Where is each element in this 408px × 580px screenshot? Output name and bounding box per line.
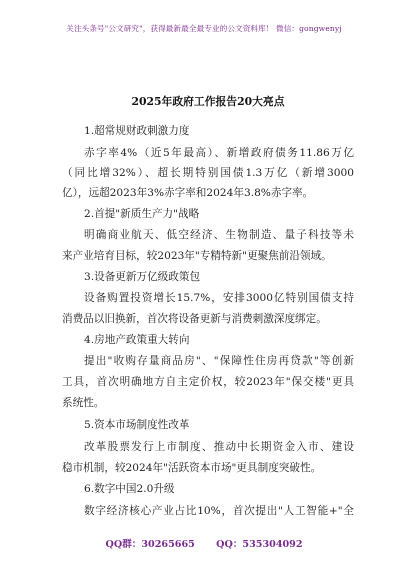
section-1-line-1: 赤字率4%（近5年最高）、新增政府债务11.86万亿 <box>84 147 354 159</box>
section-2-line-1: 明确商业航天、低空经济、生物制造、量子科技等未 <box>84 229 354 241</box>
section-1-line-2: （同比增32%）、超长期特别国债1.3万亿（新增3000 <box>62 167 354 179</box>
section-3-line-2: 消费品以旧换新，首次将设备更新与消费刺激深度绑定。 <box>62 313 327 325</box>
section-6-heading: 6.数字中国2.0升级 <box>84 483 175 495</box>
top-banner: 关注头条号"公文研究"，获得最新最全最专业的公文资料库！ 微信：gongwenyj <box>66 24 342 33</box>
section-4-line-1: 提出"收购存量商品房"、"保障性住房再贷款"等创新 <box>84 355 354 367</box>
section-4-line-2: 工具，首次明确地方自主定价权，较2023年"保交楼"更具 <box>62 376 354 388</box>
section-1-line-3: 亿），远超2023年3%赤字率和2024年3.8%赤字率。 <box>62 187 314 199</box>
section-2-line-2: 来产业培育目标，较2023年"专精特新"更聚焦前沿领域。 <box>62 250 332 262</box>
section-3-heading: 3.设备更新万亿级政策包 <box>84 271 201 283</box>
document-title: 2025年政府工作报告20大亮点 <box>131 95 285 108</box>
section-5-line-2: 稳市机制，较2024年"活跃资本市场"更具制度突破性。 <box>62 462 322 474</box>
section-4-line-3: 系统性。 <box>62 397 105 409</box>
footer-contact: QQ群：30265665 QQ：535304092 <box>105 539 303 550</box>
section-1-heading: 1.超常规财政刺激力度 <box>84 125 190 137</box>
section-2-heading: 2.首提"新质生产力"战略 <box>84 208 200 220</box>
section-6-line-1: 数字经济核心产业占比10%，首次提出"人工智能+"全 <box>84 505 354 517</box>
section-4-heading: 4.房地产政策重大转向 <box>84 334 190 346</box>
section-3-line-1: 设备购置投资增长15.7%，安排3000亿特别国债支持 <box>84 292 354 304</box>
section-5-line-1: 改革股票发行上市制度、推动中长期资金入市、建设 <box>84 441 354 453</box>
section-5-heading: 5.资本市场制度性改革 <box>84 419 190 431</box>
